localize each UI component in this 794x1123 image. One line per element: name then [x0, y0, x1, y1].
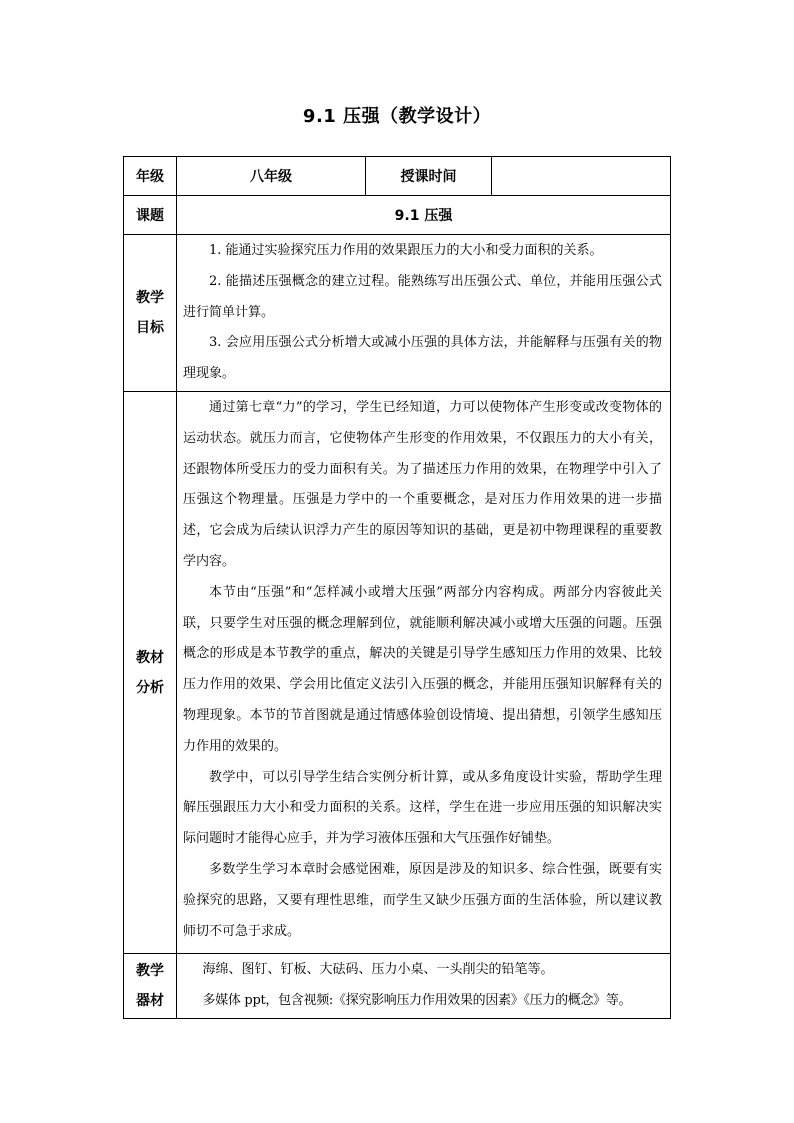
objective-item: 1. 能通过实验探究压力作用的效果跟压力的大小和受力面积的关系。 — [209, 243, 603, 258]
objectives-content — [177, 235, 671, 392]
objectives-label — [124, 235, 177, 392]
analysis-row — [124, 392, 671, 954]
document-title: 9.1 压强（教学设计） — [302, 106, 492, 127]
analysis-label-line2: 分析 — [136, 679, 164, 696]
analysis-paragraph: 多数学生学习本章时会感觉困难，原因是涉及的知识多、综合性强，既要有实验探究的思路，又要有理性思维，而学生又缺少压强方面的生活体验，所以建议教师切不可急于求成。 — [183, 861, 662, 939]
class-time-label: 授课时间 — [366, 157, 492, 196]
class-time-value — [492, 157, 671, 196]
analysis-paragraph: 本节由“压强”和“怎样减小或增大压强”两部分内容构成。两部分内容彼此关联，只要学生对压强的概念理解到位，就能顺利解决减小或增大压强的问题。压强概念的形成是本节教学的重点，解决的关键是引导学生感知压力作用的效果、比较压力作用的效果、学会用比值定义法引入压强的概念，并能用压强知识解释有关的物理现象。本节的节首图就是通过情感体验创设情境、提出猜想，引领学生感知压力作用的效果的。 — [183, 584, 662, 754]
equipment-line: 海绵、图钉、钉板、大砝码、压力小桌、一头削尖的铅笔等。 — [202, 962, 554, 977]
equipment-label — [124, 954, 177, 1019]
equipment-row — [124, 954, 671, 1019]
grade-value: 八年级 — [177, 157, 366, 196]
objective-item: 2. 能描述压强概念的建立过程。能熟练写出压强公式、单位，并能用压强公式进行简单计算。 — [183, 273, 662, 320]
header-row — [124, 157, 671, 196]
topic-label: 课题 — [124, 196, 177, 235]
objective-item: 3. 会应用压强公式分析增大或减小压强的具体方法，并能解释与压强有关的物理现象。 — [183, 335, 662, 382]
analysis-paragraph: 教学中，可以引导学生结合实例分析计算，或从多角度设计实验，帮助学生理解压强跟压力大小和受力面积的关系。这样，学生在进一步应用压强的知识解决实际问题时才能得心应手，并为学习液体压强和大气压强作好铺垫。 — [183, 769, 662, 847]
equipment-content — [177, 954, 671, 1019]
equipment-label-line1: 教学 — [136, 962, 164, 979]
equipment-label-line2: 器材 — [136, 992, 164, 1009]
objectives-row — [124, 235, 671, 392]
topic-value: 9.1 压强 — [177, 196, 671, 235]
lesson-plan-table — [123, 156, 671, 1019]
analysis-label — [124, 392, 177, 954]
analysis-content — [177, 392, 671, 954]
grade-label: 年级 — [124, 157, 177, 196]
equipment-line: 多媒体 ppt，包含视频:《探究影响压力作用效果的因素》《压力的概念》等。 — [202, 992, 632, 1008]
analysis-label-line1: 教材 — [136, 649, 164, 666]
topic-row — [124, 196, 671, 235]
analysis-paragraph: 通过第七章“力”的学习，学生已经知道，力可以使物体产生形变或改变物体的运动状态。就压力而言，它使物体产生形变的作用效果，不仅跟压力的大小有关，还跟物体所受压力的受力面积有关。为了描述压力作用的效果，在物理学中引入了压强这个物理量。压强是力学中的一个重要概念，是对压力作用效果的进一步描述，它会成为后续认识浮力产生的原因等知识的基础，更是初中物理课程的重要教学内容。 — [183, 400, 662, 569]
objectives-label-line1: 教学 — [136, 290, 164, 306]
objectives-label-line2: 目标 — [136, 320, 164, 336]
